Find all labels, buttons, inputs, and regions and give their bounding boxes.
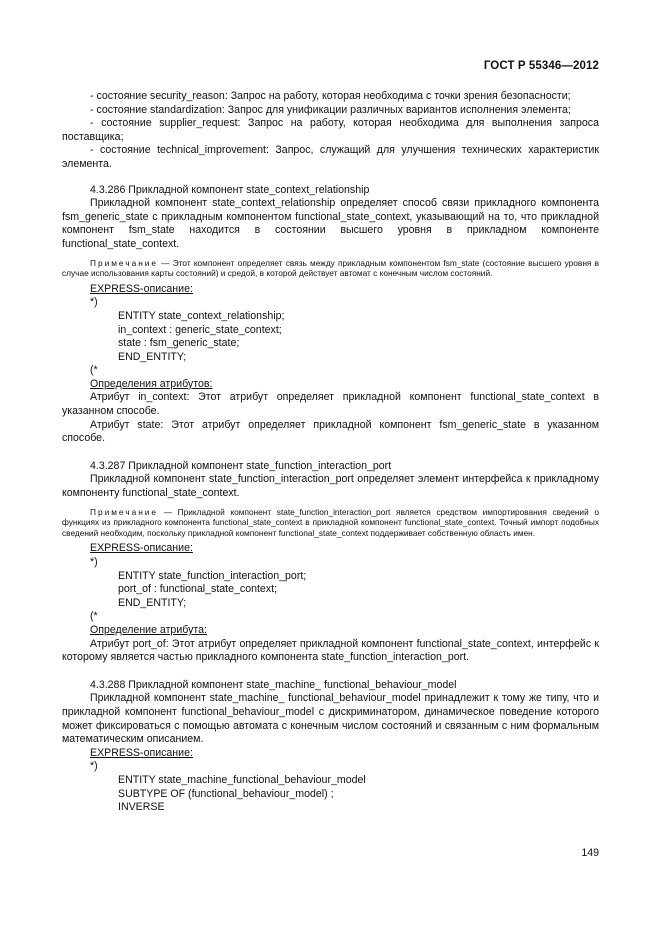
section-286-defs-label: Определения атрибутов: <box>90 377 213 390</box>
section-287-code-line: ENTITY state_function_interaction_port; <box>118 569 307 582</box>
section-286-def-in-context: Атрибут in_context: Этот атрибут определяет прикладной компонент functional_state_context в указанном способе. <box>62 391 599 418</box>
page-content <box>62 90 599 815</box>
section-286-code-open: *) <box>90 296 98 309</box>
note-text: — Этот компонент определяет связь между прикладным компонентом fsm_state (состояние высшего уровня в случае использования карты состояний) и средой, в которой действует автомат с конечным числом состояний. <box>62 257 599 279</box>
state-item-standardization: - состояние standardization: Запрос для унификации различных вариантов исполнения элемента; <box>90 103 571 116</box>
section-288-heading: 4.3.288 Прикладной компонент state_machine_ functional_behaviour_model <box>90 678 457 691</box>
document-id: ГОСТ Р 55346—2012 <box>483 60 599 72</box>
section-287-code-line: END_ENTITY; <box>118 596 187 609</box>
section-288-body: Прикладной компонент state_machine_ functional_behaviour_model принадлежит к тому же типу, что и прикладной компонент functional_behaviour_model с дискриминатором, динамическое поведение которого может фиксироваться с помощью автомата с конечным числом состояний и связанным с ним формальным математическим описанием. <box>62 692 599 746</box>
section-286-def-state: Атрибут state: Этот атрибут определяет прикладной компонент fsm_generic_state в указанном способе. <box>62 418 599 445</box>
section-287-defs-label: Определение атрибута: <box>90 623 207 636</box>
section-286-code-line: state : fsm_generic_state; <box>118 337 240 350</box>
section-286-body: Прикладной компонент state_context_relationship определяет способ связи прикладного компонента fsm_generic_state с прикладным компонентом functional_state_context, указывающий на то, что прикладной компонент fsm_state находится в состоянии высшего уровня в прикладном компоненте functional_state_context. <box>62 197 599 250</box>
section-286-heading: 4.3.286 Прикладной компонент state_context_relationship <box>90 183 370 196</box>
section-286-code-line: ENTITY state_context_relationship; <box>118 309 285 322</box>
section-287-note <box>62 507 599 539</box>
section-287-express-label: EXPRESS-описание: <box>90 542 193 555</box>
section-287-body: Прикладной компонент state_function_interaction_port определяет элемент интерфейса к прикладному компоненту functional_state_context. <box>62 473 599 500</box>
note-lead: Примечание <box>90 506 159 517</box>
section-287-def-port-of: Атрибут port_of: Этот атрибут определяет прикладной компонент functional_state_context, интерфейс к которому является частью прикладного компонента state_function_interaction_port. <box>62 637 599 664</box>
section-287-code-line: port_of : functional_state_context; <box>118 583 278 596</box>
section-287-code-close: (* <box>90 610 98 623</box>
section-288-code-line: SUBTYPE OF (functional_behaviour_model) ; <box>118 787 334 800</box>
section-286-note <box>62 258 599 279</box>
state-item-supplier-request: - состояние supplier_request: Запрос на работу, которая необходима для выполнения запроса поставщика; <box>62 117 599 143</box>
section-287-code-open: *) <box>90 556 98 568</box>
note-text: — Прикладной компонент state_function_interaction_port является средством импортирования сведений о функциях из прикладного компонента functional_state_context в прикладной компонент functional_state_context. Точный импорт подобных сведений необходим, поскольку прикладной компонент functional_state_context поддерживает собственную область имен. <box>62 506 599 538</box>
section-286-code-close: (* <box>90 364 98 377</box>
state-item-security-reason: - состояние security_reason: Запрос на работу, которая необходима с точки зрения безопасности; <box>90 90 571 102</box>
page-number: 149 <box>581 847 599 859</box>
section-288-code-line: ENTITY state_machine_functional_behaviour_model <box>118 773 366 786</box>
note-lead: Примечание <box>90 257 159 268</box>
section-286-code-line: END_ENTITY; <box>118 350 187 363</box>
section-286-code-line: in_context : generic_state_context; <box>118 323 282 336</box>
section-288-express-label: EXPRESS-описание: <box>90 746 193 759</box>
section-287-heading: 4.3.287 Прикладной компонент state_function_interaction_port <box>90 459 392 472</box>
section-288-code-line: INVERSE <box>118 801 165 814</box>
state-item-technical-improvement: - состояние technical_improvement: Запрос, служащий для улучшения технических характеристик элемента. <box>62 144 599 170</box>
section-286-express-label: EXPRESS-описание: <box>90 282 193 295</box>
section-288-code-open: *) <box>90 760 98 773</box>
